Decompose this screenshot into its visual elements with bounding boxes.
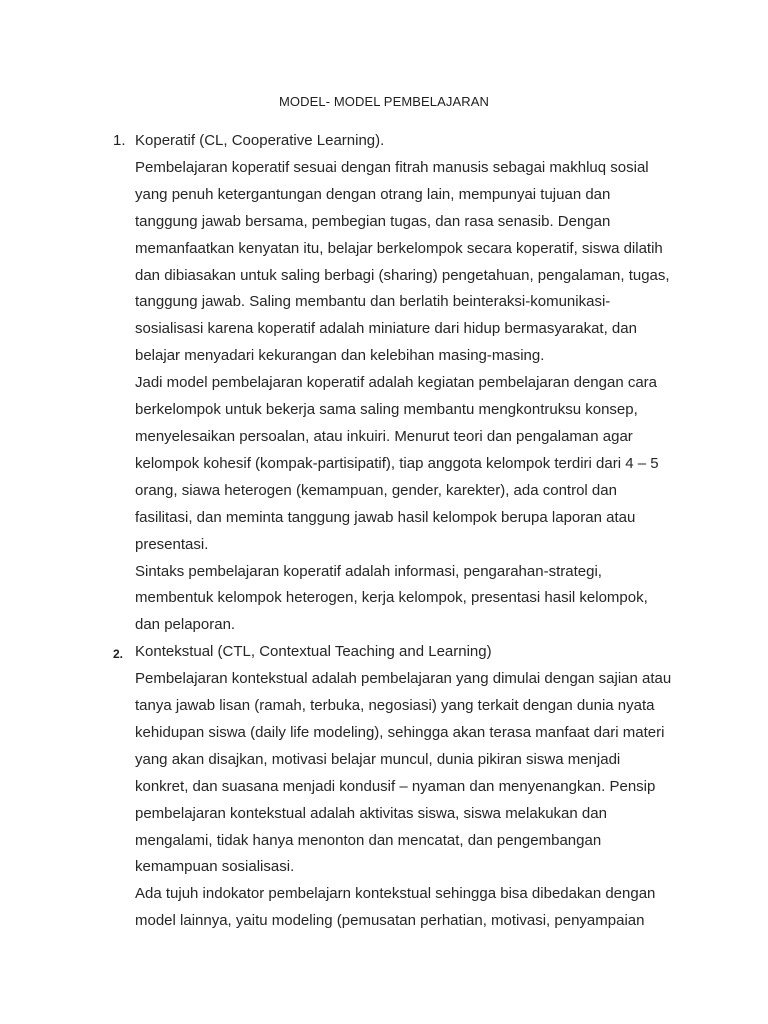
paragraph-line: kemampuan sosialisasi. (135, 858, 295, 876)
paragraph-line: tanggung jawab. Saling membantu dan berlatih beinteraksi-komunikasi- (135, 293, 611, 311)
list-item-body (135, 639, 695, 935)
paragraph-line: sosialisasi karena koperatif adalah miniature dari hidup bermasyarakat, dan (135, 320, 637, 338)
paragraph-line: pembelajaran kontekstual adalah aktivitas siswa, siswa melakukan dan (135, 804, 607, 822)
list-item-number: 1. (113, 132, 126, 149)
list-item-number: 2. (113, 647, 124, 662)
list-item (0, 128, 768, 639)
paragraph-line: Sintaks pembelajaran koperatif adalah informasi, pengarahan-strategi, (135, 562, 602, 580)
paragraph-line: Jadi model pembelajaran koperatif adalah kegiatan pembelajaran dengan cara (135, 374, 658, 392)
paragraph-line: berkelompok untuk bekerja sama saling membantu mengkontruksu konsep, (135, 401, 638, 419)
list-item-heading: Koperatif (CL, Cooperative Learning). (135, 132, 385, 149)
paragraph-line: yang akan disajkan, motivasi belajar muncul, dunia pikiran siswa menjadi (135, 750, 621, 768)
paragraph-line: membentuk kelompok heterogen, kerja kelompok, presentasi hasil kelompok, (135, 589, 648, 607)
paragraph-line: menyelesaikan persoalan, atau inkuiri. Menurut teori dan pengalaman agar (135, 427, 633, 445)
paragraph-line: tanya jawab lisan (ramah, terbuka, negosiasi) yang terkait dengan dunia nyata (135, 697, 655, 715)
paragraph-line: memanfaatkan kenyatan itu, belajar berkelompok secara koperatif, siswa dilatih (135, 239, 663, 257)
paragraph-line: dan dibiasakan untuk saling berbagi (sharing) pengetahuan, pengalaman, tugas, (135, 266, 670, 284)
paragraph-line: belajar menyadari kekurangan dan kelebihan masing-masing. (135, 347, 545, 365)
list-item-heading: Kontekstual (CTL, Contextual Teaching and Learning) (135, 643, 492, 661)
numbered-list (0, 128, 768, 935)
paragraph-line: Ada tujuh indokator pembelajarn kontekstual sehingga bisa dibedakan dengan (135, 885, 656, 903)
paragraph-line: Pembelajaran koperatif sesuai dengan fitrah manusis sebagai makhluq sosial (135, 158, 649, 176)
paragraph-line: yang penuh ketergantungan dengan otrang lain, mempunyai tujuan dan (135, 185, 611, 203)
list-item (0, 639, 768, 935)
document-title: MODEL- MODEL PEMBELAJARAN (278, 94, 490, 109)
paragraph-line: kelompok kohesif (kompak-partisipatif), tiap anggota kelompok terdiri dari 4 – 5 (135, 454, 659, 472)
paragraph-line: mengalami, tidak hanya menonton dan mencatat, dan pengembangan (135, 831, 602, 849)
paragraph-line: model lainnya, yaitu modeling (pemusatan perhatian, motivasi, penyampaian (135, 912, 645, 930)
paragraph-line: konkret, dan suasana menjadi kondusif – nyaman dan menyenangkan. Pensip (135, 777, 656, 795)
paragraph-line: presentasi. (135, 535, 209, 553)
paragraph-line: fasilitasi, dan meminta tanggung jawab hasil kelompok berupa laporan atau (135, 508, 636, 526)
paragraph-line: orang, siawa heterogen (kemampuan, gender, karekter), ada control dan (135, 481, 617, 499)
paragraph-line: dan pelaporan. (135, 616, 236, 634)
paragraph-line: tanggung jawab bersama, pembegian tugas, dan rasa senasib. Dengan (135, 212, 611, 230)
list-item-body (135, 128, 695, 639)
paragraph-line: Pembelajaran kontekstual adalah pembelajaran yang dimulai dengan sajian atau (135, 670, 672, 688)
paragraph-line: kehidupan siswa (daily life modeling), sehingga akan terasa manfaat dari materi (135, 723, 665, 741)
